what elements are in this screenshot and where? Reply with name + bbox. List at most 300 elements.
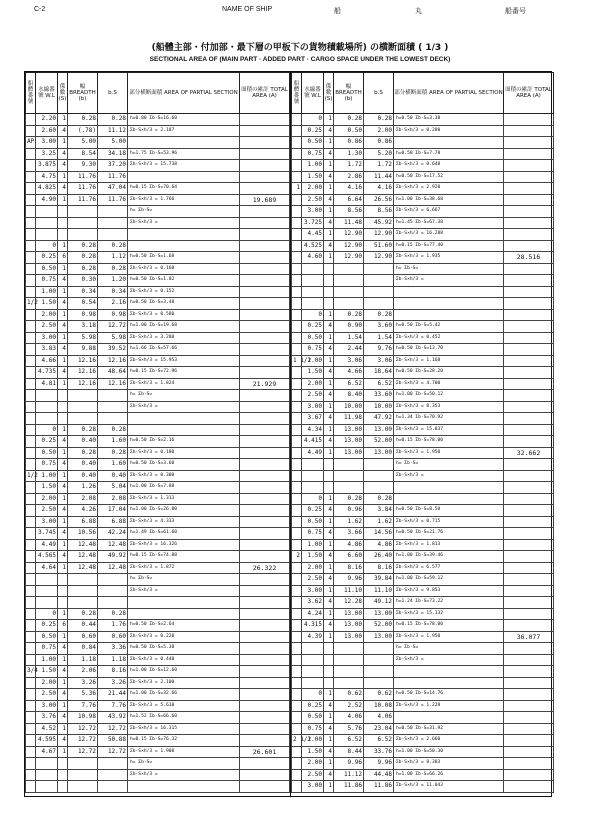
total-area-cell [240,390,290,402]
partial-area-cell: h=0.50 Σb·S=21.76 [394,528,504,540]
table-row [26,539,290,551]
total-area-cell [504,493,554,505]
breadth-cell: 12.16 [68,355,98,367]
sm-cell: 1 [324,631,334,643]
station-cell [292,263,302,275]
bs-cell [98,769,128,781]
partial-area-cell: h=0.50 Σb·S=3.60 [128,459,240,471]
station-cell [292,229,302,241]
station-cell: 1/2 [26,298,36,310]
breadth-cell: 6.52 [334,378,364,390]
partial-area-cell: Σb·S×h/3 = 1.766 [128,194,240,206]
table-row [26,677,290,689]
breadth-cell [68,229,98,241]
table-row [26,746,290,758]
breadth-cell: 13.00 [334,631,364,643]
page-code: C-2 [34,6,46,13]
partial-area-cell: h=1.00 Σb·S=66.26 [394,769,504,781]
station-cell [26,309,36,321]
table-row [26,309,290,321]
bs-cell: 0.34 [98,286,128,298]
station-cell [26,620,36,632]
partial-area-cell: h=0.50 Σb·S=31.92 [394,723,504,735]
total-area-cell [240,148,290,160]
sm-cell [58,597,68,609]
col-partial: 部分横断面積 AREA OF PARTIAL SECTION [394,73,504,114]
total-area-cell [504,746,554,758]
wl-cell: 0.50 [302,137,324,149]
col-station: 船體番號 [26,73,36,114]
bs-cell: 0.28 [364,493,394,505]
wl-cell: 0.75 [36,643,58,655]
partial-area-cell: Σb·S×h/3 = 1.813 [394,539,504,551]
sm-cell [58,401,68,413]
sm-cell: 1 [324,206,334,218]
table-row [292,194,554,206]
breadth-cell: 9.88 [68,344,98,356]
name-of-ship-label: NAME OF SHIP [222,6,273,13]
station-cell [292,332,302,344]
breadth-cell: 11.76 [68,194,98,206]
bs-cell: 11.76 [98,194,128,206]
sm-cell: 1 [324,447,334,459]
table-row [292,217,554,229]
breadth-cell: 9.96 [334,758,364,770]
sm-cell [324,470,334,482]
station-cell [26,712,36,724]
partial-area-cell: Σb·S×h/3 = [128,769,240,781]
col-wl: 水線番號 W.L [302,73,324,114]
wl-cell: 2.50 [36,321,58,333]
sm-cell [324,677,334,689]
sm-cell: 1 [324,378,334,390]
breadth-cell: 10.56 [68,528,98,540]
breadth-cell: 13.00 [334,436,364,448]
bs-cell: 1.60 [98,459,128,471]
total-area-cell [240,470,290,482]
bs-cell: 52.00 [364,620,394,632]
sm-cell [324,654,334,666]
station-cell: 2 [292,551,302,563]
breadth-cell: 12.48 [68,539,98,551]
sm-cell [324,275,334,287]
wl-cell [36,585,58,597]
total-area-cell [504,677,554,689]
total-area-cell [240,252,290,264]
bs-cell: 43.92 [98,712,128,724]
wl-cell: 4.60 [302,252,324,264]
sm-cell: 4 [324,574,334,586]
station-cell [292,148,302,160]
total-area-cell [240,183,290,195]
partial-area-cell: h=0.50 Σb·S=13.70 [394,344,504,356]
table-row [26,562,290,574]
sm-cell: 4 [324,390,334,402]
table-row [292,539,554,551]
sm-cell: 1 [324,585,334,597]
partial-area-cell: Σb·S×h/3 = 5.610 [128,700,240,712]
station-cell [26,516,36,528]
station-cell [292,746,302,758]
right-table [291,72,554,793]
wl-cell: 2.50 [36,505,58,517]
bs-cell: 5.98 [98,332,128,344]
total-area-cell [240,171,290,183]
breadth-cell: 0.40 [68,459,98,471]
wl-cell: 0 [302,493,324,505]
col-breadth: 幅 BREADTH (b) [334,73,364,114]
breadth-cell: 6.88 [68,516,98,528]
wl-cell: 4.75 [36,171,58,183]
sm-cell: 1 [58,424,68,436]
partial-area-cell: h=1.00 Σb·S=32.66 [128,689,240,701]
breadth-cell: 11.98 [334,413,364,425]
total-area-cell [504,160,554,172]
breadth-cell: 0.62 [334,689,364,701]
table-row [26,597,290,609]
wl-cell: 0.75 [302,723,324,735]
partial-area-cell [394,666,504,678]
sm-cell: 1 [58,378,68,390]
sm-cell [324,286,334,298]
wl-cell: 0.75 [302,528,324,540]
sm-cell: 1 [58,263,68,275]
sm-cell: 4 [324,436,334,448]
bs-cell [98,401,128,413]
total-area-cell [504,125,554,137]
sm-cell: 1 [324,252,334,264]
table-row [292,137,554,149]
table-row [292,631,554,643]
wl-cell: 0.50 [302,712,324,724]
partial-area-cell: h=1.00 Σb·S=12.60 [128,666,240,678]
sm-cell [58,206,68,218]
sm-cell: 1 [58,309,68,321]
sm-cell: 1 [58,631,68,643]
col-total: 面積の累計 TOTAL AREA (A) [504,73,554,114]
breadth-cell: 0.44 [68,620,98,632]
bs-cell [98,206,128,218]
bs-cell [98,229,128,241]
table-row [26,413,290,425]
bs-cell: 13.00 [364,424,394,436]
table-row [292,447,554,459]
partial-area-cell: h=1.00 Σb·S=50.12 [394,390,504,402]
wl-cell: 0.25 [302,505,324,517]
table-row [292,114,554,126]
station-cell [26,689,36,701]
station-cell [292,160,302,172]
partial-area-cell: h=0.15 Σb·S=77.40 [394,240,504,252]
wl-cell: 3.00 [302,781,324,793]
total-area-cell [240,355,290,367]
wl-cell [36,769,58,781]
table-row [292,505,554,517]
sm-cell: 1 [324,516,334,528]
partial-area-cell [128,229,240,241]
bs-cell: 13.00 [364,631,394,643]
bs-cell: 5.00 [98,137,128,149]
bs-cell: 44.48 [364,769,394,781]
total-area-cell [504,666,554,678]
total-area-cell [504,240,554,252]
station-cell [26,160,36,172]
table-row [26,217,290,229]
wl-cell: 0 [302,114,324,126]
sm-cell: 1 [324,424,334,436]
partial-area-cell [128,137,240,149]
station-cell [26,183,36,195]
table-row [292,148,554,160]
partial-area-cell: Σb·S×h/3 = 1.313 [128,493,240,505]
sm-cell: 4 [324,194,334,206]
partial-area-cell: Σb·S×h/3 = [128,217,240,229]
table-row [26,620,290,632]
wl-cell [302,482,324,494]
partial-area-cell: h= Σb·S= [394,459,504,471]
breadth-cell: (.78) [68,125,98,137]
sm-cell [324,263,334,275]
breadth-cell: 4.06 [334,712,364,724]
wl-cell: 3.00 [302,206,324,218]
partial-area-cell: Σb·S×h/3 = [394,275,504,287]
wl-cell [302,677,324,689]
partial-area-cell: Σb·S×h/3 = 1.228 [394,700,504,712]
bs-cell: 3.60 [364,321,394,333]
station-cell [26,367,36,379]
total-area-cell [504,758,554,770]
sm-cell: 1 [58,608,68,620]
wl-cell: 1.50 [302,746,324,758]
station-cell: AP [26,137,36,149]
sm-cell: 4 [58,735,68,747]
table-row [26,194,290,206]
breadth-cell: 8.56 [334,206,364,218]
bs-cell: 39.84 [364,574,394,586]
total-area-cell [504,298,554,310]
station-cell [26,482,36,494]
col-breadth: 幅 BREADTH (b) [68,73,98,114]
total-area-cell [240,321,290,333]
bs-cell [98,574,128,586]
bs-cell: 47.92 [364,413,394,425]
breadth-cell [68,781,98,793]
station-cell: 2 1/2 [292,735,302,747]
total-area-cell [504,401,554,413]
breadth-cell: 0.28 [68,252,98,264]
table-row [292,459,554,471]
bs-cell: 2.08 [98,493,128,505]
bs-cell: 33.60 [364,390,394,402]
wl-cell: 1.00 [36,286,58,298]
sm-cell: 1 [324,401,334,413]
table-row [26,148,290,160]
total-area-cell [504,459,554,471]
partial-area-cell: h=0.50 Σb·S=2.16 [128,436,240,448]
sm-cell: 1 [58,447,68,459]
station-cell [26,723,36,735]
sm-cell: 1 [58,470,68,482]
total-area-cell [240,401,290,413]
total-area-cell [504,585,554,597]
table-row [26,137,290,149]
sm-cell: 4 [324,723,334,735]
wl-cell [302,275,324,287]
breadth-cell: 6.52 [334,735,364,747]
wl-cell [302,263,324,275]
wl-cell: 0.50 [36,263,58,275]
table-row [292,597,554,609]
partial-area-cell: Σb·S×h/3 = 0.300 [128,470,240,482]
wl-cell: 2.50 [302,769,324,781]
station-cell [292,114,302,126]
total-area-cell [504,769,554,781]
partial-area-cell: Σb·S×h/3 = 0.648 [394,160,504,172]
partial-area-cell: h=1.66 Σb·S=57.66 [128,344,240,356]
sm-cell: 1 [324,712,334,724]
station-cell [26,781,36,793]
breadth-cell: 1.62 [334,516,364,528]
bs-cell: 0.28 [98,424,128,436]
partial-area-cell: Σb·S×h/3 = 0.715 [394,516,504,528]
sm-cell: 4 [58,148,68,160]
table-row [292,229,554,241]
sm-cell: 4 [58,459,68,471]
partial-area-cell: Σb·S×h/3 = 11.043 [394,781,504,793]
partial-area-cell: Σb·S×h/3 = 0.448 [128,654,240,666]
breadth-cell: 5.00 [68,137,98,149]
station-cell: 1 1/2 [292,355,302,367]
station-cell [292,769,302,781]
wl-cell: 3.00 [36,137,58,149]
wl-cell: 2.20 [36,114,58,126]
wl-cell: 0.25 [302,321,324,333]
breadth-cell: 5.98 [68,332,98,344]
col-sm: 係數 (S) [324,73,334,114]
breadth-cell [334,275,364,287]
breadth-cell: 2.86 [334,171,364,183]
total-area-cell [504,562,554,574]
station-cell [292,137,302,149]
col-station: 船體番號 [292,73,302,114]
table-row [26,298,290,310]
table-row [26,114,290,126]
wl-cell [36,229,58,241]
table-row [26,344,290,356]
station-cell [292,459,302,471]
total-area-cell [504,321,554,333]
sm-cell: 1 [58,493,68,505]
breadth-cell: 0.86 [334,137,364,149]
wl-cell: 3.00 [36,516,58,528]
station-cell [292,597,302,609]
sm-cell [324,482,334,494]
sm-cell: 4 [324,528,334,540]
breadth-cell: 12.90 [334,252,364,264]
sm-cell: 1 [324,114,334,126]
bs-cell: 3.36 [98,643,128,655]
breadth-cell: 0.90 [334,321,364,333]
breadth-cell: 5.76 [334,723,364,735]
partial-area-cell: h=1.45 Σb·S=67.38 [394,217,504,229]
partial-area-cell: h=1.00 Σb·S=38.68 [394,194,504,206]
breadth-cell: 0.28 [68,263,98,275]
breadth-cell [334,459,364,471]
breadth-cell: 1.18 [68,654,98,666]
table-row [292,321,554,333]
bs-cell: 37.20 [98,160,128,172]
partial-area-cell: h=0.50 Σb·S=17.52 [394,171,504,183]
total-area-cell [504,643,554,655]
bs-cell: 0.86 [364,137,394,149]
table-row [292,769,554,781]
table-row [292,206,554,218]
wl-cell [302,666,324,678]
table-row [26,286,290,298]
partial-area-cell: Σb·S×h/3 = 2.187 [128,125,240,137]
bs-cell: 33.76 [364,746,394,758]
station-cell [26,252,36,264]
station-cell [292,401,302,413]
table-row [292,562,554,574]
wl-cell: 4.735 [36,367,58,379]
wl-cell: 3.76 [36,712,58,724]
total-area-cell [504,332,554,344]
bs-cell [98,597,128,609]
bs-cell: 48.64 [98,367,128,379]
bs-cell: 6.52 [364,735,394,747]
wl-cell: 1.00 [302,355,324,367]
breadth-cell: 8.40 [334,390,364,402]
total-area-cell [240,436,290,448]
breadth-cell: 12.72 [68,723,98,735]
total-area-cell [504,781,554,793]
bs-cell [364,643,394,655]
sm-cell: 1 [324,355,334,367]
station-cell [26,585,36,597]
table-row [26,252,290,264]
bs-cell: 12.48 [98,539,128,551]
sm-cell: 1 [58,654,68,666]
total-area-cell [504,424,554,436]
bs-cell: 23.04 [364,723,394,735]
bs-cell: 12.72 [98,746,128,758]
breadth-cell: 4.86 [334,539,364,551]
bs-cell: 6.88 [98,516,128,528]
station-cell [26,355,36,367]
wl-cell: 0 [302,689,324,701]
breadth-cell: 12.48 [68,562,98,574]
sm-cell: 1 [58,332,68,344]
wl-cell: 2.50 [302,390,324,402]
table-row [292,470,554,482]
breadth-cell: 8.16 [334,562,364,574]
bs-cell: 11.76 [98,171,128,183]
partial-area-cell: h=1.34 Σb·S=70.92 [394,413,504,425]
wl-cell: 0.50 [36,631,58,643]
station-cell [292,240,302,252]
sm-cell: 4 [58,367,68,379]
station-cell [292,562,302,574]
station-cell [26,217,36,229]
station-cell [292,643,302,655]
bs-cell [98,413,128,425]
wl-cell: 2.60 [36,125,58,137]
breadth-cell: 0.30 [68,275,98,287]
table-row [26,723,290,735]
station-cell [292,252,302,264]
total-area-cell [240,298,290,310]
